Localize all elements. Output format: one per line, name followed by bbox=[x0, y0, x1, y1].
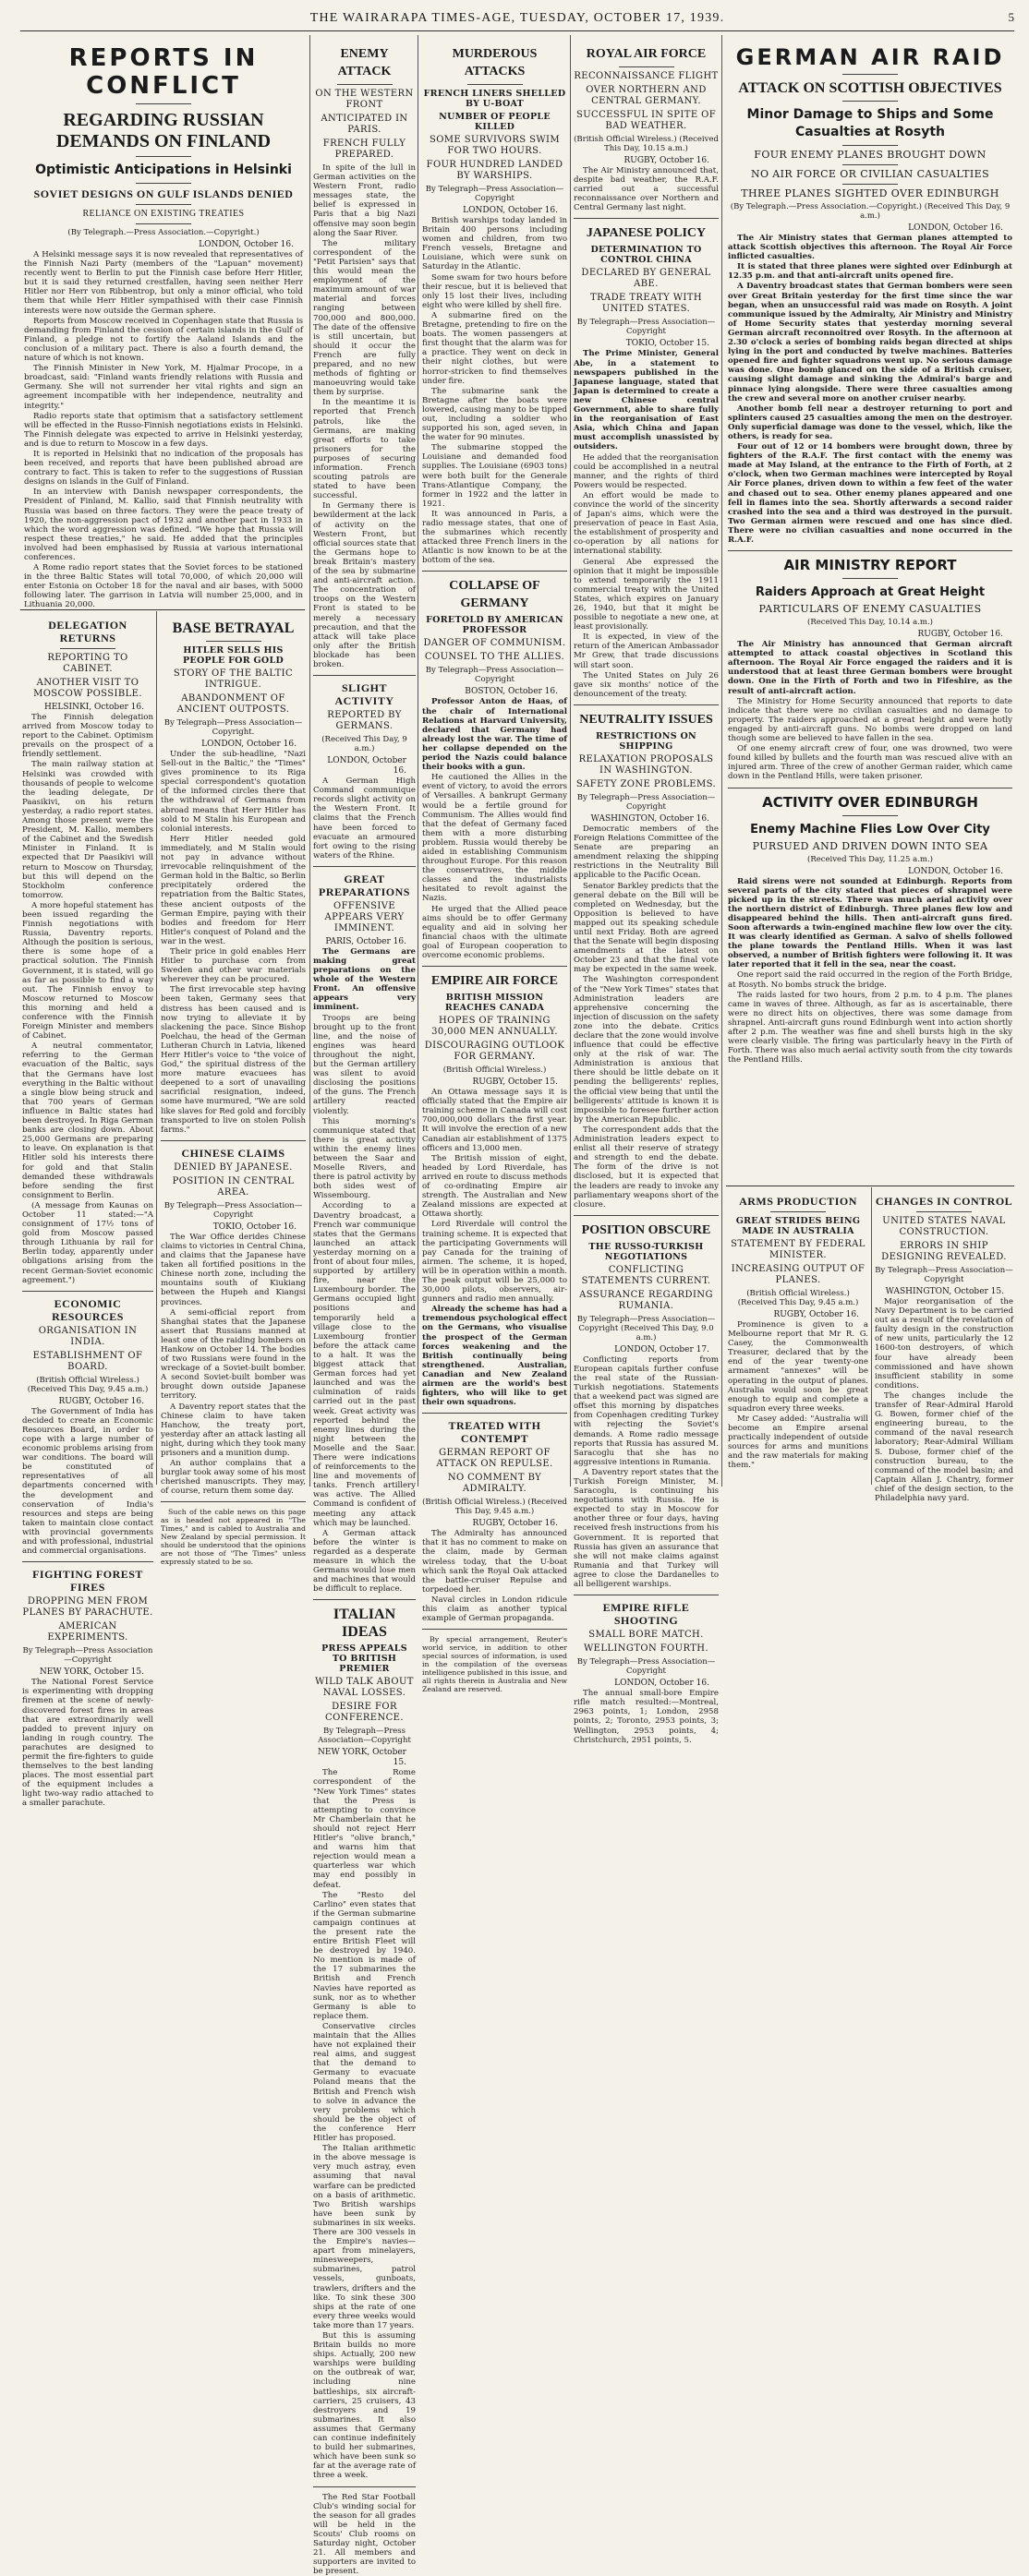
paragraph: The Government of India has decided to create an Economic Resources Board, in order to cope with a large number of economic problems arising from war conditions. The board will be constituted of representatives of all departments concerned with the development and conservation of India's resources and steps are being taken to maintain close contact with provincial governments and with professional, industrial and commercial organisations. bbox=[22, 1407, 153, 1557]
dateline: RUGBY, October 16. bbox=[728, 1310, 868, 1320]
column-b-lower bbox=[161, 615, 306, 1481]
subheadline: PARTICULARS OF ENEMY CASUALTIES bbox=[728, 604, 1012, 615]
divider bbox=[574, 218, 719, 219]
dateline: BOSTON, October 16. bbox=[422, 687, 567, 697]
paragraph: He cautioned the Allies in the event of victory, to avoid the errors of Versailles. A bankrupt Germany would be a fertile ground for Communism. The Allies would find that the defeat of Germany faced them with a more disturbing problem. Russia would thereby be aided in establishing Communism throughout Europe. For this reason the conservatives, the middle classes and the industrialists hesitated to revolt against the Nazis. bbox=[422, 773, 567, 903]
paragraph: Four out of 12 or 14 bombers were brought down, three by fighters of the R.A.F. The first contact with the enemy was made at May Island, at the entrance to the Firth of Forth, at 2 o'clock, when two German machines were intercepted by Royal Air Force planes, driven down to within a few feet of the water and chased out to sea. Other enemy planes appeared and one fell in flames into the sea. Shortly afterwards a second raider crashed into the sea and a third was destroyed in the pursuit. Two German airmen were rescued and one has since died. There were no civilian casualties and none occurred in the R.A.F. bbox=[728, 442, 1012, 545]
headline: CHANGES IN CONTROL bbox=[875, 1195, 1013, 1208]
subheadline: POSITION IN CENTRAL AREA. bbox=[161, 1176, 306, 1198]
headline: ACTIVITY OVER EDINBURGH bbox=[728, 794, 1012, 812]
paragraph: An Ottawa message says it is officially stated that the Empire air training scheme in Canada will cost 700,000,000 dollars the first year. It will involve the erection of a new Canadian air establishment of 1375 officers and 13,000 men. bbox=[422, 1088, 567, 1153]
credit-line: By Telegraph—Press Association—Copyright (Received This Day, 9.0 a.m.) bbox=[574, 1315, 719, 1342]
headline: REGARDING RUSSIAN DEMANDS ON FINLAND bbox=[24, 110, 303, 152]
subheadline: DECLARED BY GENERAL ABE. bbox=[574, 268, 719, 290]
headline: EMPIRE AIR FORCE bbox=[422, 972, 567, 990]
credit-line: By Telegraph—Press Association—Copyright bbox=[422, 185, 567, 203]
paragraph: In the meantime it is reported that French patrols, like the Germans, are making great efforts to take prisoners for the purposes of securing information. French scouting patrols are stated to have been successful. bbox=[313, 398, 416, 500]
divider bbox=[842, 184, 898, 185]
headline: GREAT PREPARATIONS bbox=[313, 873, 416, 898]
divider bbox=[136, 223, 191, 224]
paragraph: A submarine fired on the Bretagne, pretending to fire on the boats. The women passengers at first thought that the alarm was for a practice. They went on deck in their night clothes, but were horror-stricken to find themselves under fire. bbox=[422, 311, 567, 386]
subheadline: SOVIET DESIGNS ON GULF ISLANDS DENIED bbox=[24, 187, 303, 200]
headline: ECONOMIC RESOURCES bbox=[22, 1297, 153, 1323]
paragraph: The Admiralty has announced that it has no comment to make on the claim, made by German wireless today, that the U-boat which sank the Royal Oak attacked the battle-cruiser Repulse and torpedoed her. bbox=[422, 1529, 567, 1595]
subheadline: RESTRICTIONS ON SHIPPING bbox=[574, 731, 719, 752]
headline: CHINESE CLAIMS bbox=[161, 1147, 306, 1160]
divider bbox=[313, 1599, 416, 1600]
divider bbox=[136, 183, 191, 184]
divider bbox=[136, 204, 191, 205]
subheadline: RELIANCE ON EXISTING TREATIES bbox=[24, 209, 303, 220]
paragraph: A semi-official report from Shanghai states that the Japanese assert that Russians manned at least one of the raiding bombers on Hankow on October 14. The bodies of two Russians were found in the wreckage of a Soviet-built bomber. A second Soviet-built bomber was brought down outside Japanese territory. bbox=[161, 1308, 306, 1402]
subheadline: SAFETY ZONE PROBLEMS. bbox=[574, 779, 719, 790]
credit-line: By Telegraph—Press Association—Copyright. bbox=[161, 718, 306, 737]
dateline: LONDON, October 16. bbox=[161, 740, 306, 750]
paragraph: This morning's communique stated that there is great activity within the enemy lines between the Saar and Moselle Rivers, and there is patrol activity by both sides west of Wissembourg. bbox=[313, 1117, 416, 1201]
column-a-lower bbox=[22, 615, 153, 1481]
paragraph: Raid sirens were not sounded at Edinburgh. Reports from several parts of the city stated that pieces of shrapnel were picked up in the streets. There was much aerial activity over the northern district of Edinburgh. Three planes flew low and disappeared behind the hills. Then anti-aircraft guns fired. Soon afterwards a twin-engined machine flew low over the city. It was clearly identified as German. A salvo of shells followed the plane towards the Pentland Hills. When it was last observed, a number of British fighters were following it. It was later reported that it fell in the sea, near the coast. bbox=[728, 877, 1012, 970]
divider bbox=[313, 866, 416, 867]
divider bbox=[467, 84, 523, 85]
divider bbox=[574, 704, 719, 705]
subheadline: WELLINGTON FOURTH. bbox=[574, 1643, 719, 1655]
paragraph: (A message from Kaunas on October 11 stated:—"A consignment of 17½ tons of gold from Moscow passed through Lithuania by rail for Berlin today, apparently under obligations arising from the recent German-Soviet economic agreement.") bbox=[22, 1201, 153, 1285]
paragraph: British warships today landed in Britain 400 persons including women and children, from two French vessels, Bretagne and Louisiane, which were sunk on Saturday in the Atlantic. bbox=[422, 216, 567, 272]
credit-line: (British Official Wireless.) (Received This Day, 9.45 a.m.) bbox=[22, 1376, 153, 1394]
paragraph: The Ministry for Home Security announced that reports to date indicate that there were no civilian casualties and no damage to property. The raiders approached at a great height and were hotly engaged by anti-aircraft guns. No bombs were dropped on land though some are believed to have fallen in the sea. bbox=[728, 697, 1012, 743]
paragraph: In Germany there is bewilderment at the lack of activity on the Western Front, but official sources state that the Germans hope to break Britain's mastery of the sea by submarine and anti-aircraft action. The concentration of troops on the Western Front is stated to be merely a necessary precaution, and that the attack will take place only after the British blockade has been broken. bbox=[313, 501, 416, 669]
dateline: PARIS, October 16. bbox=[313, 937, 416, 947]
paragraph: In spite of the lull in German activities on the Western Front, radio messages state, the belief is expressed in Paris that a big Nazi offensive may soon begin along the Saar River. bbox=[313, 163, 416, 238]
divider bbox=[619, 66, 674, 67]
divider bbox=[60, 648, 115, 649]
column-f bbox=[728, 41, 1012, 1180]
paragraph: Reports from Moscow received in Copenhagen state that Russia is demanding from Finland the cession of certain islands in the Gulf of Finland, a pledge not to fortify the Aaland Islands and the conclusion of a military pact. There is also a fourth demand, the nature of which is not known. bbox=[24, 317, 303, 363]
paragraph: The Air Ministry announced that, despite bad weather, the R.A.F. carried out a successful reconnaissance over Northern and Central Germany last night. bbox=[574, 166, 719, 212]
headline: POSITION OBSCURE bbox=[574, 1222, 719, 1239]
paragraph: General Abe expressed the opinion that it might be impossible to extend temporarily the 1911 commercial treaty with the United States, which expires on January 26, 1940, but that it might be possible to negotiate a new one, at least provisionally. bbox=[574, 558, 719, 632]
credit-line: (Received This Day, 9 a.m.) bbox=[313, 735, 416, 753]
subheadline: FORETOLD BY AMERICAN PROFESSOR bbox=[422, 615, 567, 635]
article-changes-in-control bbox=[875, 1191, 1013, 1485]
paragraph: In an interview with Danish newspaper correspondents, the President of Finland, M. Kallio, said that Finnish neutrality with Russia was based on three factors. They were the peace treaty of 1920, the non-aggression pact of 1932 and another pact in 1933 in which the word aggression was defined. "We hope that Russia will respect these treaties," he said. He added that the principles involved had been emphasised by Russia at various international conferences. bbox=[24, 488, 303, 562]
divider bbox=[22, 1291, 153, 1292]
paragraph: Of one enemy aircraft crew of four, one was drowned, two were found killed by bullets and the fourth man was rescued alive with an injured arm. Three of the crew of another German raider, which came down in the Pentland Hills, were taken prisoner. bbox=[728, 744, 1012, 781]
paragraph: Radio reports state that optimism that a satisfactory settlement will be effected in the Russo-Finnish negotiations exists in Helsinki. The Finnish delegate was expected to arrive in Helsinki yesterday, and is due to return to Moscow in a few days. bbox=[24, 412, 303, 449]
subheadline: FOUR ENEMY PLANES BROUGHT DOWN bbox=[728, 150, 1012, 161]
paragraph: The Air Ministry states that German planes attempted to attack Scottish objectives this afternoon. The Royal Air Force inflicted casualties. bbox=[728, 234, 1012, 261]
editorial-note: Such of the cable news on this page as is headed not appeared in "The Times," and is cabled to Australia and New Zealand by special permission. It should be understood that the opinions are not those of "The Times" unless expressly stated to be so. bbox=[161, 1508, 306, 1566]
subheadline: RELAXATION PROPOSALS IN WASHINGTON. bbox=[574, 754, 719, 776]
subheadline: THREE PLANES SIGHTED OVER EDINBURGH bbox=[728, 188, 1012, 199]
subheadline: ESTABLISHMENT OF BOARD. bbox=[22, 1351, 153, 1373]
credit-line: By Telegraph—Press Association—Copyright bbox=[422, 666, 567, 684]
headline: ROYAL AIR FORCE bbox=[574, 45, 719, 63]
paragraph: The annual small-bore Empire rifle match resulted:—Montreal, 2963 points, 1; London, 2958 points, 2; Toronto, 2953 points, 3; Wellington, 2953 points, 4; Christchurch, 2951 points, 5. bbox=[574, 1689, 719, 1745]
subheadline: ANOTHER VISIT TO MOSCOW POSSIBLE. bbox=[22, 678, 153, 700]
paragraph: Herr Hitler needed gold immediately, and M Stalin would not pay in advance without irrevocable relinquishment of the German hold in the Baltic, so Berlin precipitately ordered the repatriation from the Baltic States, these ancient outposts of the German Empire, paying with their bodies and freedom for Herr Hitler's conquest of Poland and the war in the west. bbox=[161, 835, 306, 946]
paragraph: The submarine sank the Bretagne after the boats were lowered, causing many to be tipped out, including a soldier who supported his son, aged seven, in the water for 90 minutes. bbox=[422, 387, 567, 443]
dateline: HELSINKI, October 16. bbox=[22, 703, 153, 713]
column-e bbox=[574, 41, 719, 1485]
paragraph: Mr Casey added: "Australia will become an Empire arsenal practically independent of outside sources for arms and munitions and the raw materials for making them." bbox=[728, 1414, 868, 1471]
headline: ARMS PRODUCTION bbox=[728, 1195, 868, 1208]
column-rule bbox=[570, 35, 571, 1487]
divider bbox=[728, 550, 1012, 551]
paragraph: Conflicting reports from European capitals further confuse the real state of the Russian-Turkish negotiations. Statements that a weekend pact was signed are offset this morning by dispatches from Copenhagen crediting Turkey with rejecting the Soviet's demands. A Rome radio message reports that Russia has assured M. Saracoglu that she has no aggressive intentions in Rumania. bbox=[574, 1355, 719, 1467]
paragraph: The Italian arithmetic in the above message is very much astray, even assuming that naval warfare can be predicted on a basis of arithmetic. Two British warships have been sunk by submarines in six weeks. There are 300 vessels in the Empire's navies—apart from minelayers, minesweepers, submarines, patrol vessels, gunboats, trawlers, drifters and the like. To sink these 300 ships at the rate of one every three weeks would take more than 17 years. bbox=[313, 2144, 416, 2330]
divider bbox=[770, 1211, 826, 1212]
banner-headline: GERMAN AIR RAID bbox=[728, 44, 1012, 70]
headline: SLIGHT ACTIVITY bbox=[313, 681, 416, 707]
subheadline: FRENCH FULLY PREPARED. bbox=[313, 138, 416, 161]
headline: ITALIAN IDEAS bbox=[313, 1606, 416, 1641]
divider bbox=[422, 1413, 567, 1414]
paragraph: Professor Anton de Haas, of the chair of International Relations at Harvard University, declared that Germany had already lost the war. The time of her collapse depended on the period the Nazis could balance their books with a gun. bbox=[422, 697, 567, 772]
dateline: RUGBY, October 16. bbox=[728, 630, 1012, 640]
dateline: LONDON, October 16. bbox=[422, 206, 567, 216]
credit-line: (British Official Wireless.) (Received This Day, 9.45 a.m.) bbox=[728, 1289, 868, 1307]
subheadline: HITLER SELLS HIS PEOPLE FOR GOLD bbox=[161, 645, 306, 666]
paragraph: A German High Command communique records slight activity on the Western Front. It claims that the French have been forced to evacuate an armoured fort owing to the rising waters of the Rhine. bbox=[313, 776, 416, 861]
dateline: RUGBY, October 16. bbox=[22, 1397, 153, 1407]
dateline: LONDON, October 16. bbox=[728, 223, 1012, 234]
subheadline: GERMAN REPORT OF ATTACK ON REPULSE. bbox=[422, 1448, 567, 1470]
paragraph: The Finnish delegation arrived from Moscow today to report to the Cabinet. Optimism prevails on the prospect of a friendly settlement. bbox=[22, 713, 153, 759]
subheadline: NO AIR FORCE OR CIVILIAN CASUALTIES bbox=[728, 169, 1012, 180]
subheadline: ABANDONMENT OF ANCIENT OUTPOSTS. bbox=[161, 693, 306, 716]
subheadline: Minor Damage to Ships and Some Casualties at Rosyth bbox=[728, 106, 1012, 141]
headline: ATTACK ON SCOTTISH OBJECTIVES bbox=[728, 79, 1012, 97]
subheadline: BRITISH MISSION REACHES CANADA bbox=[422, 993, 567, 1013]
subheadline: TRADE TREATY WITH UNITED STATES. bbox=[574, 293, 719, 315]
subheadline: ON THE WESTERN FRONT bbox=[313, 89, 416, 111]
dateline: RUGBY, October 15. bbox=[422, 1077, 567, 1088]
column-rule bbox=[309, 35, 310, 1487]
credit-line: By Telegraph—Press Association—Copyright bbox=[22, 1646, 153, 1665]
dateline: LONDON, October 16. bbox=[24, 240, 303, 250]
dateline: WASHINGTON, October 15. bbox=[875, 1287, 1013, 1297]
divider bbox=[313, 2486, 416, 2487]
subheadline: FRENCH LINERS SHELLED BY U-BOAT bbox=[422, 89, 567, 109]
dateline: LONDON, October 16. bbox=[574, 1679, 719, 1689]
paragraph: Democratic members of the Foreign Relations Committee of the Senate are preparing an amendment relaxing the shipping restrictions in the Neutrality Bill applicable to the Pacific Ocean. bbox=[574, 825, 719, 881]
divider bbox=[842, 815, 898, 816]
dateline: RUGBY, October 16. bbox=[422, 1519, 567, 1529]
credit-line: (Received This Day, 10.14 a.m.) bbox=[728, 618, 1012, 627]
subheadline: NO COMMENT BY ADMIRALTY. bbox=[422, 1473, 567, 1495]
paragraph: Senator Barkley predicts that the general debate on the Bill will be completed on Wednesday, but the Opposition is believed to have mapped out its speaking schedule until next Friday. Both are agreed that the Senate will begin disposing amendments at the latest on October 23 and that the final vote may be expected in the same week. bbox=[574, 882, 719, 975]
page-number: 5 bbox=[1009, 10, 1015, 25]
subheadline: SOME SURVIVORS SWIM FOR TWO HOURS. bbox=[422, 135, 567, 157]
subheadline: OFFENSIVE APPEARS VERY IMMINENT. bbox=[313, 901, 416, 934]
paragraph: It is reported in Helsinki that no indication of the proposals has been received, and reports that have been published abroad are contrary to fact. This is taken to refer to the suggestions of Russian designs on islands in the Gulf of Finland. bbox=[24, 450, 303, 487]
paragraph: A Daventry broadcast states that German bombers were seen over Great Britain yesterday for the first time since the war began, when an unsuccessful raid was made on Rosyth. A joint communique issued by the Admiralty, Air Ministry and Ministry of Home Security states that yesterday morning several German aircraft reconnoitred over Rosyth. In the afternoon at 2.30 o'clock a series of bombing raids began directed at ships lying in the port and conducted by twelve machines. Batteries opened fire and fighter squadrons went up. No serious damage was done. One bomb glanced on the side of a British cruiser, causing slight damage and sinking the Admiral's barge and pinnace lying alongside. There were three casualties among the crew and several more on another cruiser nearby. bbox=[728, 282, 1012, 403]
paragraph: Some swam for two hours before their rescue, but it is believed that only 15 lost their lives, including eight who were killed by shell fire. bbox=[422, 273, 567, 310]
subheadline: DENIED BY JAPANESE. bbox=[161, 1162, 306, 1174]
column-rule bbox=[871, 1187, 872, 1485]
subheadline: STORY OF THE BALTIC INTRIGUE. bbox=[161, 668, 306, 691]
dateline: LONDON, October 16. bbox=[313, 756, 416, 776]
paragraph: A German attack before the winter is regarded as a desperate measure in which the Germans would lose men and machines that would be difficult to replace. bbox=[313, 1529, 416, 1595]
credit-line: (By Telegraph.—Press Association.—Copyright.) bbox=[24, 228, 303, 237]
headline: DELEGATION RETURNS bbox=[22, 619, 153, 644]
headline: AIR MINISTRY REPORT bbox=[728, 557, 1012, 574]
paragraph: The raids lasted for two hours, from 2 p.m. to 4 p.m. The planes came in waves of three. Although, as far as is ascertainable, there were no direct hits on objectives, there was some damage from shrapnel. Anti-aircraft guns round Edinburgh went into action shortly after 2 p.m. The weather was fine and shell bursts high in the sky were clearly visible. The firing was particularly heavy in the Firth of Forth. There was also much aerial activity south from the city towards the Pentland Hills. bbox=[728, 991, 1012, 1065]
dateline: RUGBY, October 16. bbox=[574, 156, 719, 166]
divider bbox=[842, 74, 898, 75]
editorial-note: By special arrangement, Reuter's world service, in addition to other special sources of information, is used in the compilation of the overseas intelligence published in this issue, and all rights therein in Australia and New Zealand are reserved. bbox=[422, 1635, 567, 1693]
paragraph: The Rome correspondent of the "New York Times" states that the Press is attempting to convince Mr Chamberlain that he should not reject Herr Hitler's "olive branch," and warns him that rejection would mean a quarterless war which may end possibly in defeat. bbox=[313, 1768, 416, 1889]
paragraph: An author complains that a burglar took away some of his most cherished manuscripts. They may, of course, return them some day. bbox=[161, 1459, 306, 1496]
paragraph: Their price in gold enables Herr Hitler to purchase corn from Sweden and other war materials wherever they can be procured. bbox=[161, 947, 306, 984]
divider bbox=[842, 145, 898, 146]
paragraph: But this is assuming Britain builds no more ships. Actually, 200 new warships were building on the outbreak of war, including nine battleships, six aircraft-carriers, 25 cruisers, 43 destroyers and 19 submarines. It also assumes that Germany can continue indefinitely to build her submarines, which have been sunk so far at the average rate of three a week. bbox=[313, 2331, 416, 2481]
divider bbox=[161, 1140, 306, 1141]
paragraph: The military correspondent of the "Petit Parisien" says that this would mean the employment of the maximum amount of war material and forces ranging between 700,000 and 800,000. The date of the offensive is still uncertain, but should it occur the French are fully prepared, and no new methods of fighting or manoeuvring would take them by surprise. bbox=[313, 239, 416, 398]
credit-line: (British Official Wireless.) bbox=[422, 1065, 567, 1075]
column-d bbox=[422, 41, 567, 1485]
divider bbox=[422, 1629, 567, 1630]
headline: ENEMY ATTACK bbox=[313, 45, 416, 80]
paragraph: A Helsinki message says it is now revealed that representatives of the Finnish Nazi Party (members of the "Lapuan" movement) recently went to Berlin to put the Finnish case before Herr Hitler, but it is said they returned crestfallen, having seen neither Herr Hitler nor Herr von Ribbentrop, but only a minor official, who told them that while Herr Hitler sympathised with their case Finnish interests were now outside the German sphere. bbox=[24, 250, 303, 316]
headline: COLLAPSE OF GERMANY bbox=[422, 577, 567, 612]
dateline: TOKIO, October 15. bbox=[574, 339, 719, 349]
column-rule bbox=[721, 35, 722, 1487]
subheadline: DROPPING MEN FROM PLANES BY PARACHUTE. bbox=[22, 1596, 153, 1619]
subheadline: Raiders Approach at Great Height bbox=[728, 584, 1012, 601]
headline: EMPIRE RIFLE SHOOTING bbox=[574, 1601, 719, 1627]
credit-line: (Received This Day, 11.25 a.m.) bbox=[728, 855, 1012, 864]
paragraph: Naval circles in London ridicule this claim as another typical example of German propaganda. bbox=[422, 1595, 567, 1623]
paragraph: Under the sub-headline, "Nazi Sell-out in the Baltic," the "Times" gives prominence to its Riga special correspondent's quotation of the informed circles there that the withdrawal of Germans from abroad means that Herr Hitler has sold to M Stalin his European and colonial interests. bbox=[161, 750, 306, 834]
divider bbox=[916, 1211, 972, 1212]
subheadline: ERRORS IN SHIP DESIGNING REVEALED. bbox=[875, 1241, 1013, 1263]
subheadline: SUCCESSFUL IN SPITE OF BAD WEATHER. bbox=[574, 110, 719, 132]
divider bbox=[842, 578, 898, 579]
divider bbox=[842, 101, 898, 102]
subheadline: RECONNAISSANCE FLIGHT bbox=[574, 71, 719, 82]
paragraph: The correspondent adds that the Administration leaders expect to enlist all their reserve of strategy and strength to end the debate. The form of the drive is not disclosed, but it is expected that the leaders are ready to invoke any parliamentary weapons short of the closure. bbox=[574, 1125, 719, 1210]
paragraph: The "Resto del Carlino" even states that if the German submarine campaign continues at the present rate the entire British Fleet will be destroyed by 1940. No mention is made of the 17 submarines the British and French Navies have reported as sunk, nor as to whether Germany is able to replace them. bbox=[313, 1891, 416, 2021]
subheadline: GREAT STRIDES BEING MADE IN AUSTRALIA bbox=[728, 1216, 868, 1236]
headline: JAPANESE POLICY bbox=[574, 224, 719, 242]
subheadline: FOUR HUNDRED LANDED BY WARSHIPS. bbox=[422, 160, 567, 182]
paragraph: The first irrevocable step having been taken, Germany sees that distress has been caused and is now trying to alleviate it by slackening the pace. Since Bishop Poelchau, the head of the German Lutheran Church in Latvia, likened Herr Hitler's voice to "the voice of God," the spiritual distress of the more mature evacuees has deepened to a sort of unavailing sacrificial resignation, indeed, some have murmured, "We are sold like slaves for Red gold and forcibly transported to live on stolen Polish farms." bbox=[161, 985, 306, 1135]
paragraph: The War Office derides Chinese claims to victories in Central China, and claims that the Japanese have taken all fortified positions in the Chinese north zone, including the mountains south of Kiukiang between the Hupeh and Kiangsi provinces. bbox=[161, 1233, 306, 1307]
headline: NEUTRALITY ISSUES bbox=[574, 711, 719, 728]
banner-headline: REPORTS IN CONFLICT bbox=[24, 44, 303, 100]
paragraph: A more hopeful statement has been issued regarding the Finnish negotiations with Russia, Daventry reports. Although the position is serious, there is some hope of a practical solution. The Finnish Government, it is stated, will go as far as possible to find a way out. The Finnish envoy to Moscow returned to Moscow this morning and held a conference with the Finnish Foreign Minister and members of Cabinet. bbox=[22, 901, 153, 1041]
divider bbox=[22, 1561, 153, 1562]
subheadline: COUNSEL TO THE ALLIES. bbox=[422, 652, 567, 663]
subheadline: DESIRE FOR CONFERENCE. bbox=[313, 1702, 416, 1724]
paragraph: The British mission of eight, headed by Lord Riverdale, has arrived en route to discuss methods of co-ordinating Empire air strength. The Australian and New Zealand missions are expected at Ottawa shortly. bbox=[422, 1154, 567, 1220]
paragraph: The Finnish Minister in New York, M. Hjalmar Procope, in a broadcast, said: "Finland wants friendly relations with Russia and Germany. She will not surrender her vital rights and sign an agreement incompatible with her independence, neutrality and integrity." bbox=[24, 364, 303, 410]
section-rule bbox=[20, 609, 305, 610]
subheadline: OVER NORTHERN AND CENTRAL GERMANY. bbox=[574, 85, 719, 107]
masthead bbox=[20, 7, 1014, 31]
paragraph: Already the scheme has had a tremendous psychological effect on the Germans, who visualise the prospect of the German forces weakening and the British continually being strengthened. Australian, Canadian and New Zealand airmen are the world's best fighters, who will like to get their own squadrons. bbox=[422, 1305, 567, 1407]
paragraph: A Daventry report states that the Chinese claim to have taken Hanchow, the treaty port, yesterday after an attack lasting all night, during which they took many prisoners and a munition dump. bbox=[161, 1402, 306, 1459]
credit-line: (British Official Wireless.) (Received This Day, 10.15 a.m.) bbox=[574, 135, 719, 153]
paragraph: It is stated that three planes were sighted over Edinburgh at 12.35 p.m. and that anti-aircraft units opened fire. bbox=[728, 262, 1012, 281]
paragraph: The Air Ministry has announced that German aircraft attempted to attack coastal objectives in Scotland this afternoon. The Royal Air Force engaged the raiders and it is understood that at least three German bombers were brought down. One in the Firth of Forth and two in Fifeshire, as the result of anti-aircraft action. bbox=[728, 640, 1012, 696]
divider bbox=[422, 571, 567, 572]
subheadline: Optimistic Anticipations in Helsinki bbox=[24, 162, 303, 179]
paragraph: An effort would be made to convince the world of the sincerity of Japan's aims, which were the preservation of peace in East Asia, the establishment of prosperity and co-operation by all nations for international stability. bbox=[574, 491, 719, 557]
subheadline: REPORTED BY GERMANS. bbox=[313, 710, 416, 732]
paragraph: Lord Riverdale will control the training scheme. It is expected that the participating Governments will pay Canada for the training of airmen. The scheme, it is hoped, will be in operation within a month. The peak output will be 25,000 to 30,000 pilots, observers, air-gunners and radio men annually. bbox=[422, 1220, 567, 1304]
divider bbox=[337, 84, 393, 85]
subheadline: ASSURANCE REGARDING RUMANIA. bbox=[574, 1290, 719, 1312]
paragraph: The main railway station at Helsinki was crowded with thousands of people to welcome the leading delegate, Dr Paasikivi, on his return yesterday, a radio report states. Among those present were the President, M. Kallio, members of the Cabinet and the Swedish Minister in Finland. It is expected that Dr Paasikivi will return to Moscow on Thursday, but this will depend on the Stockholm conference tomorrow. bbox=[22, 760, 153, 899]
credit-line: By Telegraph—Press Association—Copyright bbox=[574, 1657, 719, 1676]
subheadline: REPORTING TO CABINET. bbox=[22, 653, 153, 675]
paragraph: One report said the raid occurred in the region of the Forth Bridge, at Rosyth. No bombs struck the bridge. bbox=[728, 970, 1012, 989]
paragraph: A neutral commentator, referring to the German evacuation of the Baltic, says that the Germans have lost everything in the Baltic without a single blow being struck and that 700 years of German influence in Baltic states had been destroyed. In Riga German banks are closing down. About 25,000 Germans are preparing to leave. On explanation is that Hitler sold his interests there for gold and that Stalin demanded these withdrawals before sending the first consignment to Berlin. bbox=[22, 1041, 153, 1200]
paragraph: Troops are being brought up to the front line, and the noise of engines was heard throughout the night, but the German artillery was silent to avoid disclosing the positions of the guns. The French artillery reacted violently. bbox=[313, 1014, 416, 1116]
paragraph: The National Forest Service is experimenting with dropping firemen at the scene of newly-discovered forest fires in areas that are extraordinarily well padded to prevent injury on landing in rough country. The parachutes are designed to permit the fire-fighters to guide themselves to the best landing places. The most essential part of the equipment includes a light two-way radio attached to a smaller parachute. bbox=[22, 1678, 153, 1808]
paragraph: The changes include the transfer of Rear-Admiral Harold G. Bowen, former chief of the engineering bureau, to the command of the naval research laboratory; Rear-Admiral William S. Dubose, former chief of the construction bureau, to the command of the model basin; and Captain Allan J. Chantry, former chief of the design section, to the Philadelphia navy yard. bbox=[875, 1391, 1013, 1503]
credit-line: By Telegraph—Press Association—Copyright bbox=[574, 318, 719, 336]
paragraph: He added that the reorganisation could be accomplished in a neutral manner, and the rights of third Powers would be respected. bbox=[574, 453, 719, 490]
dateline: WASHINGTON, October 16. bbox=[574, 814, 719, 825]
divider bbox=[206, 641, 261, 642]
subheadline: ANTICIPATED IN PARIS. bbox=[313, 114, 416, 136]
subheadline: AMERICAN EXPERIMENTS. bbox=[22, 1621, 153, 1643]
paragraph: The Prime Minister, General Abe, in a statement to newspapers published in the Japanese language, stated that Japan is determined to create a new Chinese central Government, able to share fully in the reorganisation of East Asia, which China and Japan must accomplish unassisted by outsiders. bbox=[574, 349, 719, 451]
dateline: NEW YORK, October 15. bbox=[22, 1667, 153, 1678]
paragraph: It is expected, in view of the return of the American Ambassador Mr Grew, that trade discussions will start soon. bbox=[574, 632, 719, 669]
subheadline: DETERMINATION TO CONTROL CHINA bbox=[574, 245, 719, 265]
column-c bbox=[313, 41, 416, 1485]
divider bbox=[842, 164, 898, 165]
divider bbox=[422, 966, 567, 967]
paragraph: The Washington correspondent of the "New York Times" states that Administration leaders are apprehensive concerning the injection of discussion on the safety zone into the debate. Critics declare that the zone would involve influence that could be effective only at the risk of war. The Administration is anxious that there should be little debate on it pending the belligerents' replies, the official view being that until the belligerents' attitude is known it is impossible to foresee further action by the American Republic. bbox=[574, 975, 719, 1125]
subheadline: UNITED STATES NAVAL CONSTRUCTION. bbox=[875, 1216, 1013, 1238]
subheadline: WILD TALK ABOUT NAVAL LOSSES. bbox=[313, 1677, 416, 1699]
headline: TREATED WITH CONTEMPT bbox=[422, 1419, 567, 1445]
paragraph: A Rome radio report states that the Soviet forces to be stationed in the three Baltic States will total 70,000, of which 20,000 will enter Estonia on October 18 for the naval and air bases, with 5000 following later. The garrison in Latvia will number 25,000, and in Lithuania 20,000. bbox=[24, 563, 303, 609]
headline: FIGHTING FOREST FIRES bbox=[22, 1568, 153, 1594]
headline: MURDEROUS ATTACKS bbox=[422, 45, 567, 80]
credit-line: By Telegraph—Press Association—Copyright bbox=[313, 1727, 416, 1745]
subheadline: HOPES OF TRAINING 30,000 MEN ANNUALLY. bbox=[422, 1016, 567, 1038]
subheadline: PRESS APPEALS TO BRITISH PREMIER bbox=[313, 1643, 416, 1674]
subheadline: CONFLICTING STATEMENTS CURRENT. bbox=[574, 1265, 719, 1287]
subheadline: PURSUED AND DRIVEN DOWN INTO SEA bbox=[728, 841, 1012, 852]
dateline: LONDON, October 16. bbox=[728, 867, 1012, 877]
paragraph: According to a Daventry broadcast, a French war communique states that the Germans launched an attack yesterday morning on a front of about four miles, supported by artillery fire, near the Luxembourg border. The Germans occupied light positions and temporarily held a village close to the Luxembourg frontier before the attack came to a halt. It was the biggest attack that German forces had yet launched and was the culmination of raids carried out in the past week. Great activity was reported behind the enemy lines during the night between the Moselle and the Saar. There were indications of reinforcements to the line and movements of tanks. French artillery was active. The Allied Command is confident of meeting any attack which may be launched. bbox=[313, 1201, 416, 1527]
article-arms-production bbox=[728, 1191, 868, 1485]
subheadline: STATEMENT BY FEDERAL MINISTER. bbox=[728, 1239, 868, 1261]
paragraph: Conservative circles maintain that the Allies have not explained their real aims, and suggest that the demand to Germany to evacuate Poland means that the British and French wish to solve in advance the very problems which should be the object of the conference Herr Hitler has proposed. bbox=[313, 2022, 416, 2143]
credit-line: (By Telegraph.—Press Association.—Copyright.) (Received This Day, 9 a.m.) bbox=[728, 202, 1012, 221]
credit-line: By Telegraph—Press Association—Copyright bbox=[161, 1201, 306, 1220]
paragraph: The Red Star Football Club's winding social for the season for all grades will be held in the Scouts' Club rooms on Saturday night, October 21. All members and supporters are invited to be present. bbox=[313, 2493, 416, 2576]
subheadline: SMALL BORE MATCH. bbox=[574, 1630, 719, 1641]
divider bbox=[313, 675, 416, 676]
credit-line: By Telegraph—Press Association—Copyright bbox=[574, 793, 719, 812]
subheadline: Enemy Machine Flies Low Over City bbox=[728, 821, 1012, 838]
divider bbox=[136, 156, 191, 157]
divider bbox=[161, 1501, 306, 1502]
headline: BASE BETRAYAL bbox=[161, 620, 306, 637]
divider bbox=[136, 103, 191, 104]
paragraph: The submarine stopped the Louisiane and demanded food supplies. The Louisiane (6903 tons) were both built for the Generale Trans-Atlantique Company, the former in 1922 and the latter in 1921. bbox=[422, 443, 567, 509]
paragraph: Another bomb fell near a destroyer returning to port and splinters caused 25 casualties among the men on the destroyer. Only superficial damage was done to the vessel, which, like the others, is ready for sea. bbox=[728, 404, 1012, 441]
credit-line: By Telegraph—Press Association—Copyright bbox=[875, 1266, 1013, 1284]
column-rule bbox=[156, 611, 157, 1485]
paragraph: Major reorganisation of the Navy Department is to be carried out as a result of the revelation of faulty design in the construction of new units, particularly the 12 1600-ton destroyers, of which four have already been commissioned and have shown insufficient stability in some conditions. bbox=[875, 1297, 1013, 1390]
paragraph: The Germans are making great preparations on the whole of the Western Front. An offensive appears very imminent. bbox=[313, 947, 416, 1013]
subheadline: ORGANISATION IN INDIA. bbox=[22, 1326, 153, 1348]
subheadline: INCREASING OUTPUT OF PLANES. bbox=[728, 1264, 868, 1286]
dateline: TOKIO, October 16. bbox=[161, 1222, 306, 1233]
article-reports-in-conflict bbox=[24, 41, 303, 604]
paragraph: Prominence is given to a Melbourne report that Mr R. G. Casey, the Commonwealth Treasurer, declared that by the end of the year twenty-one armament "annexes" will be operating in the output of planes. Australia would soon be great enough to equip and complete a squadron every three weeks. bbox=[728, 1320, 868, 1414]
paragraph: A Daventry report states that the Turkish Foreign Minister, M. Saracoglu, is continuing his negotiations with Russia. He is expected to stay in Moscow for another three or four days, having received fresh instructions from his Government. It is reported that Russia has given an assurance that she will not make claims against Rumania and that Turkey will agree to close the Dardanelles to all belligerent warships. bbox=[574, 1468, 719, 1589]
paragraph: The United States on July 26 gave six months' notice of the denouncement of the treaty. bbox=[574, 671, 719, 699]
credit-line: (British Official Wireless.) (Received This Day, 9.45 a.m.) bbox=[422, 1498, 567, 1516]
divider bbox=[574, 1215, 719, 1216]
paragraph: It was announced in Paris, a radio message states, that one of the submarines which recently attacked three French liners in the Atlantic is now known to be at the bottom of the sea. bbox=[422, 510, 567, 566]
subheadline: DISCOURAGING OUTLOOK FOR GERMANY. bbox=[422, 1041, 567, 1063]
subheadline: DANGER OF COMMUNISM. bbox=[422, 638, 567, 649]
subheadline: THE RUSSO-TURKISH NEGOTIATIONS bbox=[574, 1242, 719, 1262]
paragraph: He urged that the Allied peace aims should be to offer Germany equality and aid in solving her financial chaos with the ultimate goal of European cooperation to overcome economic problems. bbox=[422, 905, 567, 961]
dateline: NEW YORK, October 15. bbox=[313, 1748, 416, 1768]
subheadline: NUMBER OF PEOPLE KILLED bbox=[422, 112, 567, 132]
dateline: LONDON, October 17. bbox=[574, 1345, 719, 1355]
newspaper-title: THE WAIRARAPA TIMES-AGE, TUESDAY, OCTOBER 17, 1939. bbox=[20, 11, 1014, 26]
